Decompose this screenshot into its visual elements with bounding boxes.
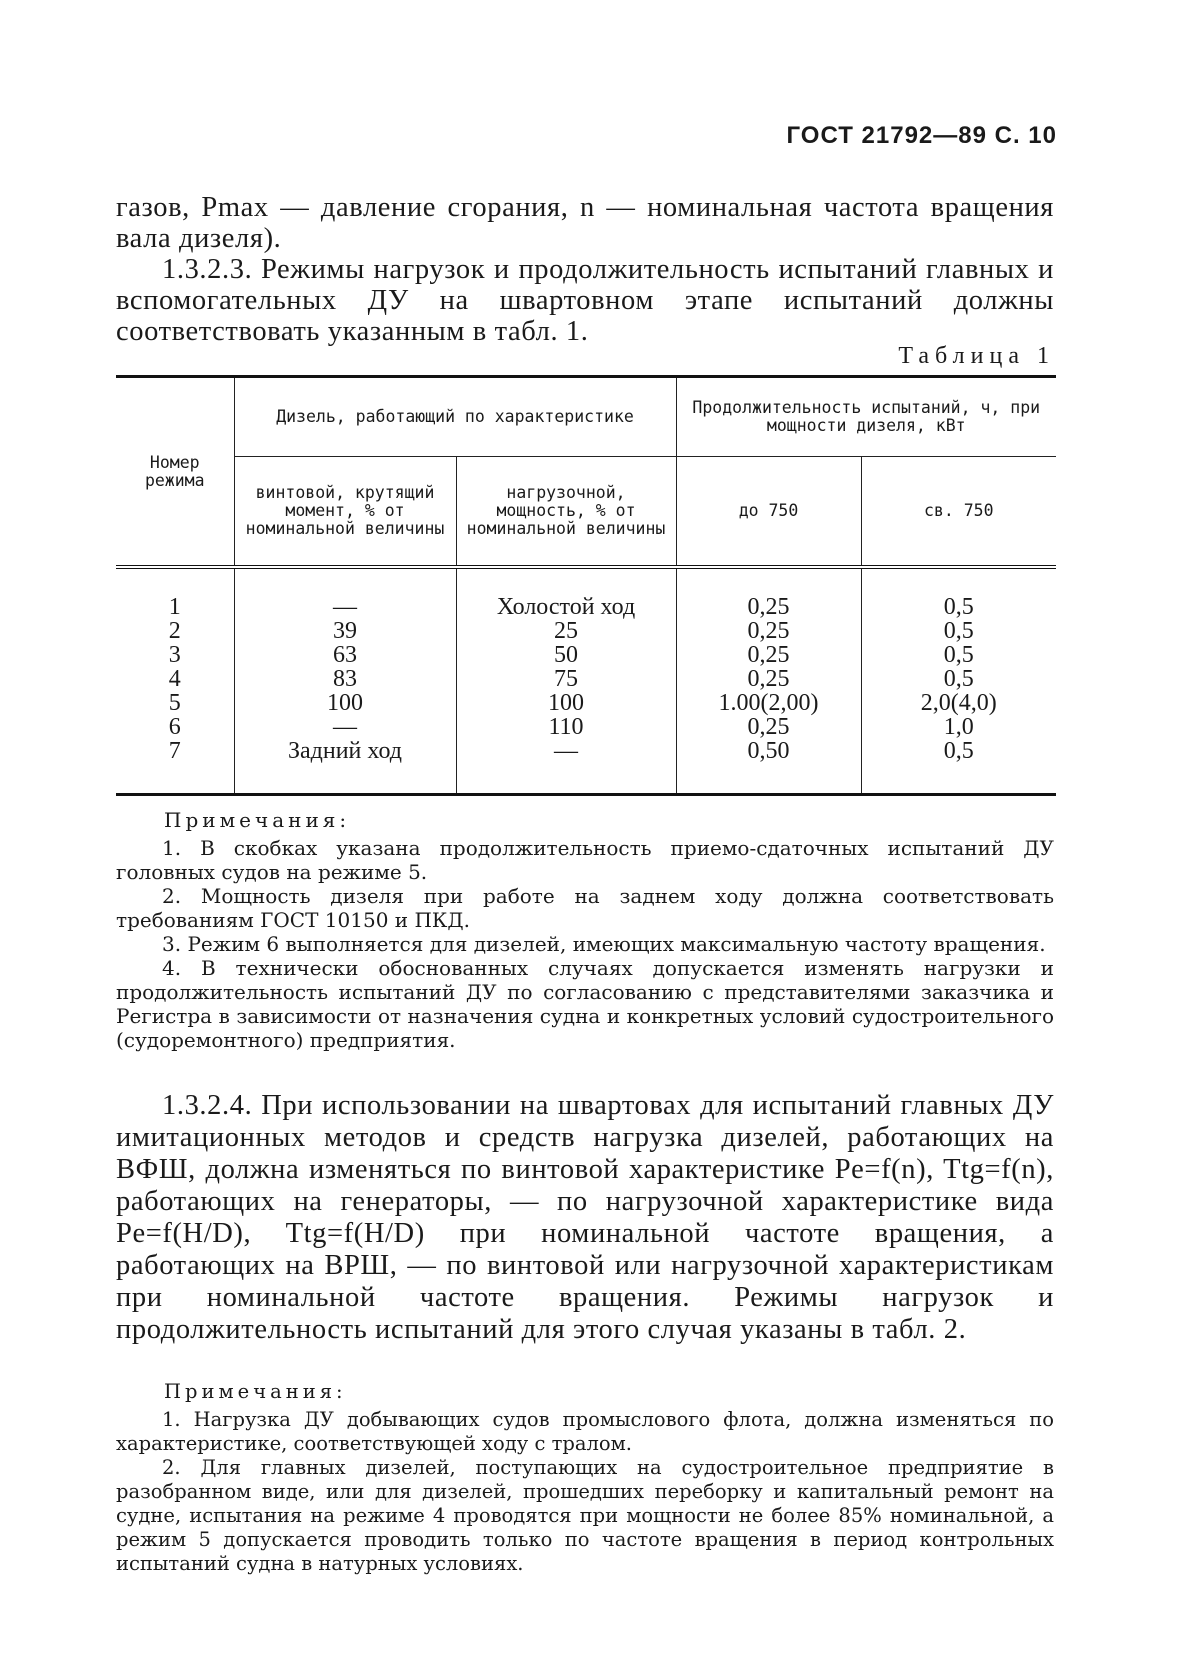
note-item: 2. Для главных дизелей, поступающих на судостроительное предприятие в разобранном виде, или для дизелей, прошедших переборку и капитальный ремонт на судне, испытания на режиме 4 проводятся при мощности не более 85% номинальной, а режим 5 допускается проводить только по частоте вращения в период контрольных испытаний судна в натурных условиях. — [116, 1456, 1054, 1575]
cell-screw: 100 — [234, 691, 456, 715]
cell-screw: Задний ход — [234, 739, 456, 795]
section-1-3-2-4: 1.3.2.4. При использовании на швартовах для испытаний главных ДУ имитационных методов и средств нагрузка дизелей, работающих на ВФШ, должна изменяться по винтовой характеристике Pe=f(n), Ttg=f(n), работающих на генераторы, — по нагрузочной характеристике вида Pe=f(H/D), Ttg=f(H/D) при номинальной частоте вращения, а работающих на ВРШ, — по винтовой или нагрузочной характеристикам при номинальной частоте вращения. Режимы нагрузок и продолжительность испытаний для этого случая указаны в табл. 2. — [116, 1090, 1054, 1345]
section-1-3-2-3: 1.3.2.3. Режимы нагрузок и продолжительность испытаний главных и вспомогательных ДУ на швартовном этапе испытаний должны соответствовать указанным в табл. 1. — [116, 254, 1054, 347]
cell-load: Холостой ход — [456, 567, 676, 619]
cell-mode: 3 — [168, 642, 181, 668]
cell-upto: 0,25 — [676, 567, 861, 619]
gost-page-header: ГОСТ 21792—89 С. 10 — [786, 122, 1057, 149]
table-row — [116, 619, 1056, 643]
cell-mode: 6 — [168, 714, 181, 740]
header-upto-750: до 750 — [676, 457, 861, 568]
header-load: нагрузочной, мощность, % от номинальной величины — [456, 457, 676, 568]
cell-over: 0,5 — [861, 567, 1056, 619]
notes-title: Примечания: — [164, 1380, 347, 1403]
cell-over: 0,5 — [861, 643, 1056, 667]
modes-table — [116, 375, 1056, 796]
cell-upto: 0,25 — [676, 715, 861, 739]
cell-over: 0,5 — [861, 619, 1056, 643]
note-item: 3. Режим 6 выполняется для дизелей, имеющих максимальную частоту вращения. — [162, 932, 1046, 956]
cell-screw: 63 — [234, 643, 456, 667]
cell-load: 25 — [456, 619, 676, 643]
table-row — [116, 643, 1056, 667]
cell-load: 100 — [456, 691, 676, 715]
cell-over: 0,5 — [861, 739, 1056, 795]
header-screw: винтовой, крутящий момент, % от номинальной величины — [234, 457, 456, 568]
note-item: 2. Мощность дизеля при работе на заднем ходу должна соответствовать требованиям ГОСТ 10150 и ПКД. — [116, 884, 1054, 932]
table-row — [116, 715, 1056, 739]
header-over-750: св. 750 — [861, 457, 1056, 568]
cell-mode: 2 — [168, 618, 181, 644]
cell-load: 110 — [456, 715, 676, 739]
cell-upto: 0,25 — [676, 619, 861, 643]
cell-mode: 1 — [168, 594, 181, 620]
cell-upto: 0,25 — [676, 667, 861, 691]
section-notes — [116, 1380, 1054, 1576]
cell-load: 75 — [456, 667, 676, 691]
cell-upto: 0,50 — [676, 739, 861, 795]
cell-screw: 83 — [234, 667, 456, 691]
header-mode-number: Номер режима — [144, 452, 205, 490]
table-1 — [116, 375, 1056, 796]
table-row — [116, 739, 1056, 795]
section-1-3-2-4-paragraph — [116, 1090, 1054, 1346]
note-item: 4. В технически обоснованных случаях допускается изменять нагрузки и продолжительность испытаний ДУ по согласованию с представителями заказчика и Регистра в зависимости от назначения судна и конкретных условий судостроительного (судоремонтного) предприятия. — [116, 956, 1054, 1052]
intro-text: газов, Pmax — давление сгорания, n — номинальная частота вращения вала дизеля). — [116, 192, 1054, 254]
header-duration-group: Продолжительность испытаний, ч, при мощности дизеля, кВт — [676, 377, 1056, 457]
cell-over: 2,0(4,0) — [861, 691, 1056, 715]
table-row — [116, 667, 1056, 691]
cell-upto: 0,25 — [676, 643, 861, 667]
table-row — [116, 567, 1056, 619]
cell-mode: 4 — [168, 666, 181, 692]
header-diesel-group: Дизель, работающий по характеристике — [234, 377, 676, 457]
cell-load: — — [456, 739, 676, 795]
cell-upto: 1.00(2,00) — [676, 691, 861, 715]
note-item: 1. Нагрузка ДУ добывающих судов промыслового флота, должна изменяться по характеристике, соответствующей ходу с тралом. — [116, 1408, 1054, 1455]
notes-title: Примечания: — [164, 808, 351, 832]
note-item: 1. В скобках указана продолжительность приемо-сдаточных испытаний ДУ головных судов на режиме 5. — [116, 836, 1054, 884]
table-caption: Таблица 1 — [898, 343, 1055, 369]
intro-paragraph — [116, 192, 1054, 347]
cell-over: 0,5 — [861, 667, 1056, 691]
table-notes — [116, 808, 1054, 1052]
cell-load: 50 — [456, 643, 676, 667]
cell-mode: 5 — [168, 690, 181, 716]
cell-screw: — — [234, 715, 456, 739]
cell-screw: 39 — [234, 619, 456, 643]
cell-mode: 7 — [168, 738, 181, 764]
table-row — [116, 691, 1056, 715]
cell-screw: — — [234, 567, 456, 619]
cell-over: 1,0 — [861, 715, 1056, 739]
